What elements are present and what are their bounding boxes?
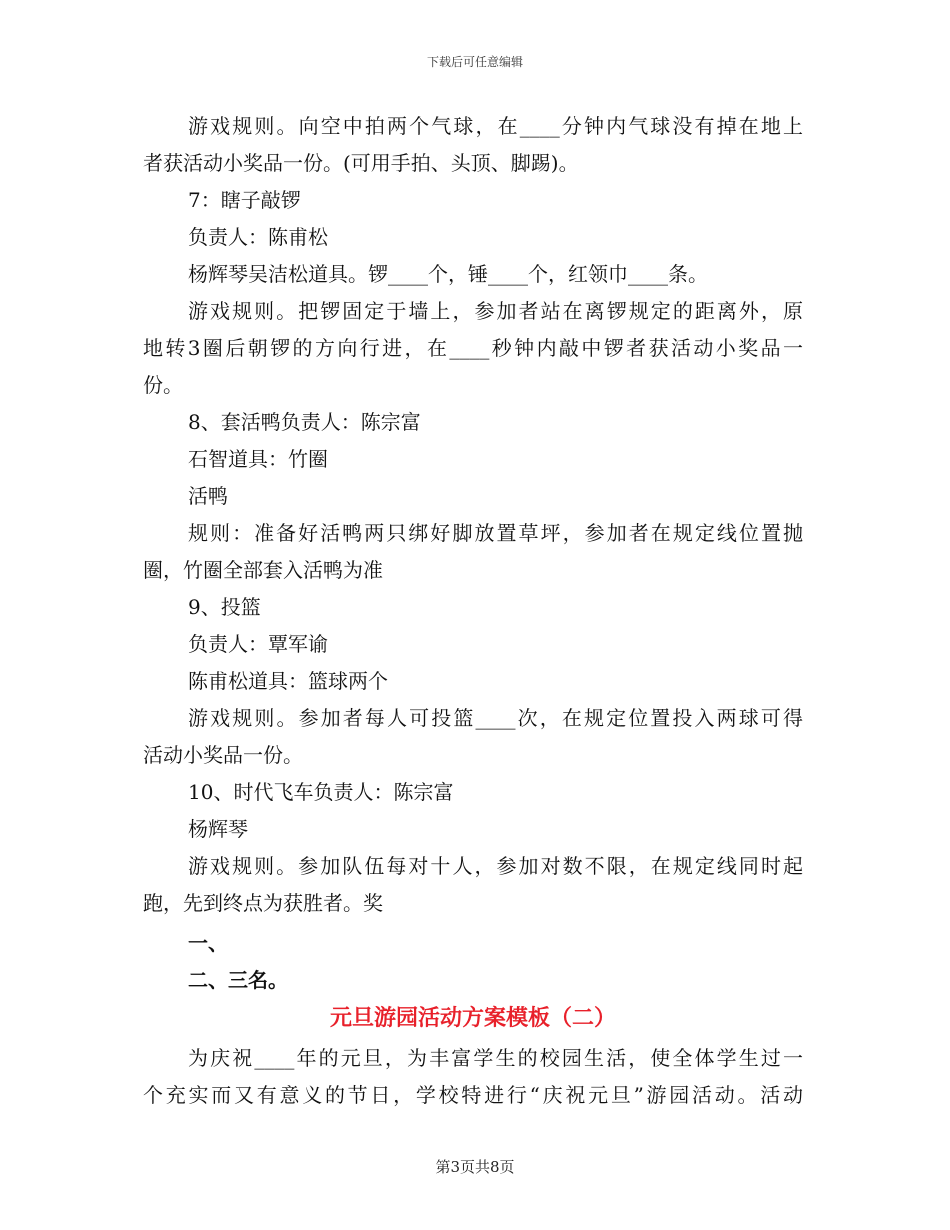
item-heading: 9、投篮 [188,595,261,619]
ranking-line: 一、 [188,931,228,955]
paragraph-line: 个充实而又有意义的节日，学校特进行“庆祝元旦”游园活动。活动 [143,1083,803,1107]
paragraph-line: 活动小奖品一份。 [143,743,303,767]
paragraph-line: 杨辉琴吴洁松道具。锣____个，锤____个，红领巾____条。 [188,262,708,286]
section-title: 元旦游园活动方案模板（二） [329,1005,616,1031]
paragraph-line: 陈甫松道具：篮球两个 [188,669,388,693]
paragraph-line: 活鸭 [188,484,228,508]
paragraph-line: 负责人：覃军谕 [188,632,328,656]
page-footer: 第3页共8页 [435,1158,515,1176]
ranking-line: 二、三名。 [188,968,288,992]
paragraph-line: 游戏规则。参加队伍每对十人，参加对数不限，在规定线同时起 [188,854,803,878]
paragraph-line: 负责人：陈甫松 [188,225,328,249]
paragraph-line: 游戏规则。把锣固定于墙上，参加者站在离锣规定的距离外，原 [188,299,803,323]
page-header: 下载后可任意编辑 [426,55,523,69]
item-heading: 10、时代飞车负责人：陈宗富 [188,780,454,804]
paragraph-line: 跑，先到终点为获胜者。奖 [143,891,383,915]
paragraph-line: 杨辉琴 [188,817,248,841]
paragraph-line: 份。 [143,373,183,397]
paragraph-line: 游戏规则。向空中拍两个气球，在____分钟内气球没有掉在地上 [188,114,803,138]
paragraph-line: 地转3圈后朝锣的方向行进，在____秒钟内敲中锣者获活动小奖品一 [143,336,803,360]
paragraph-line: 为庆祝____年的元旦，为丰富学生的校园生活，使全体学生过一 [188,1046,803,1070]
paragraph-line: 石智道具：竹圈 [188,447,328,471]
paragraph-line: 者获活动小奖品一份。(可用手拍、头顶、脚踢)。 [143,151,579,175]
paragraph-line: 游戏规则。参加者每人可投篮____次，在规定位置投入两球可得 [188,706,803,730]
item-heading: 8、套活鸭负责人：陈宗富 [188,410,421,434]
item-heading: 7：瞎子敲锣 [188,188,301,212]
paragraph-line: 规则：准备好活鸭两只绑好脚放置草坪，参加者在规定线位置抛 [188,521,803,545]
paragraph-line: 圈，竹圈全部套入活鸭为准 [143,558,383,582]
